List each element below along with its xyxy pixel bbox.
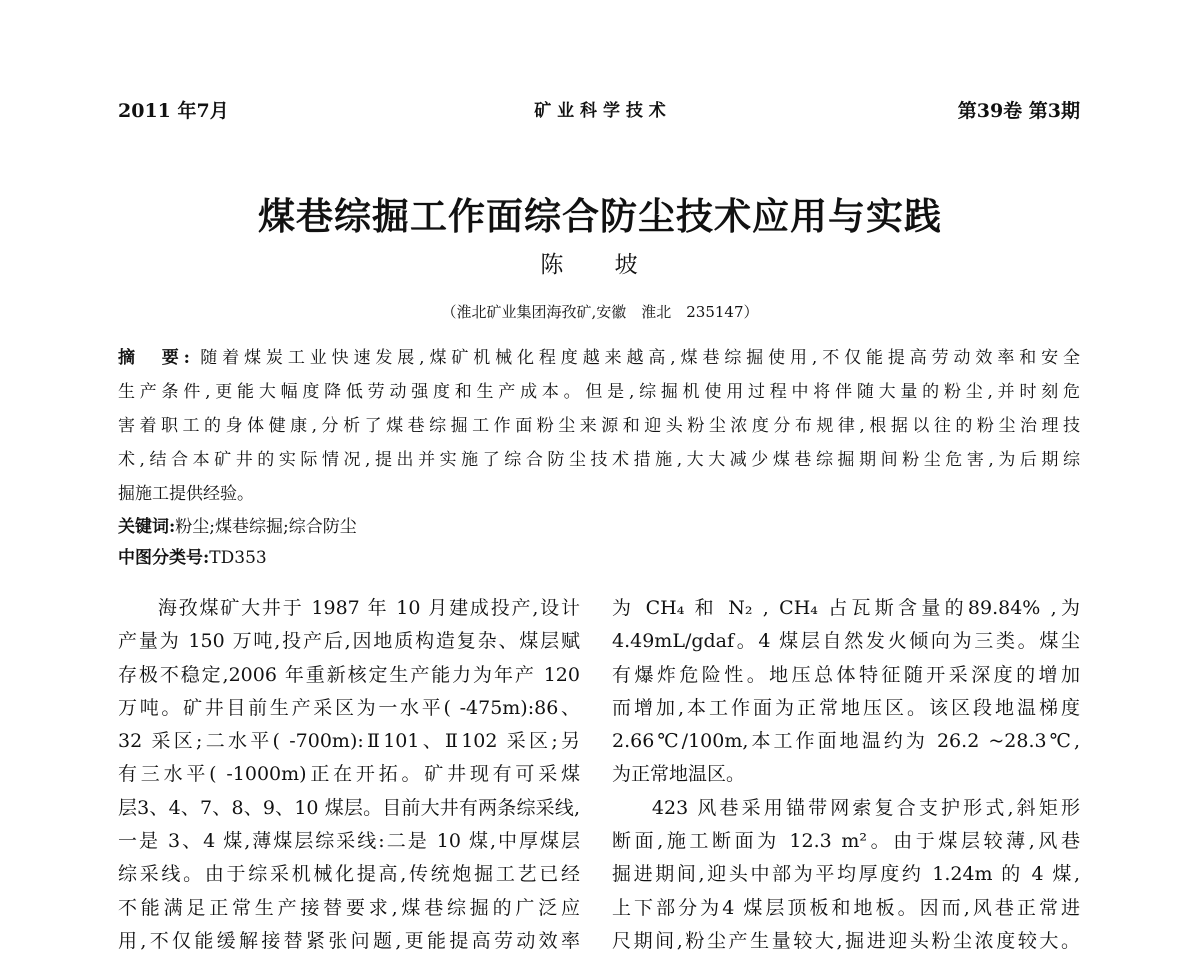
body-line: 尺期间,粉尘产生量较大,掘进迎头粉尘浓度较大。 — [612, 929, 1080, 952]
body-left-column — [118, 594, 580, 960]
classification — [118, 543, 267, 568]
body-line: 32 采区;二水平( -700m):Ⅱ101、Ⅱ102 采区;另 — [118, 730, 580, 753]
abstract — [118, 344, 1080, 514]
body-line: 用,不仅能缓解接替紧张问题,更能提高劳动效率 — [118, 929, 580, 952]
body-right-column — [612, 594, 1080, 960]
abstract-line: 掘施工提供经验。 — [118, 484, 254, 504]
body-line: 产量为 150 万吨,投产后,因地质构造复杂、煤层赋 — [118, 630, 580, 653]
body-line: 不能满足正常生产接替要求,煤巷综掘的广泛应 — [118, 896, 580, 919]
body-line: 万吨。矿井目前生产采区为一水平( -475m):86、 — [118, 696, 580, 719]
abstract-line: 随着煤炭工业快速发展,煤矿机械化程度越来越高,煤巷综掘使用,不仅能提高劳动效率和安全 — [200, 348, 1080, 368]
body-line: 存极不稳定,2006 年重新核定生产能力为年产 120 — [118, 663, 580, 686]
header-issue: 第39卷 第3期 — [957, 100, 1080, 122]
body-line: 423 风巷采用锚带网索复合支护形式,斜矩形 — [651, 796, 1080, 819]
abstract-line: 害着职工的身体健康,分析了煤巷综掘工作面粉尘来源和迎头粉尘浓度分布规律,根据以往的粉尘治理技 — [118, 416, 1080, 436]
affiliation: （淮北矿业集团海孜矿,安徽 淮北 235147） — [441, 303, 759, 321]
body-line: 掘进期间,迎头中部为平均厚度约 1.24m 的 4 煤, — [612, 863, 1080, 886]
keywords-value: 粉尘;煤巷综掘;综合防尘 — [175, 517, 357, 537]
abstract-line: 术,结合本矿井的实际情况,提出并实施了综合防尘技术措施,大大减少煤巷综掘期间粉尘危害,为后期综 — [118, 450, 1080, 470]
body-line: 有三水平( -1000m)正在开拓。矿井现有可采煤 — [118, 763, 580, 786]
classification-value: TD353 — [209, 548, 267, 568]
header-date: 2011 年7月 — [118, 100, 229, 122]
body-line: 上下部分为4 煤层顶板和地板。因而,风巷正常进 — [612, 896, 1080, 919]
classification-label: 中图分类号: — [118, 548, 210, 568]
body-line: 海孜煤矿大井于 1987 年 10 月建成投产,设计 — [157, 597, 580, 619]
keywords-label: 关键词: — [118, 517, 176, 537]
body-line: 为 CH₄ 和 N₂ , CH₄ 占瓦斯含量的89.84% ,为 — [612, 597, 1080, 619]
body-line: 2.66℃/100m,本工作面地温约为 26.2 ~28.3℃, — [612, 730, 1080, 753]
body-line: 断面,施工断面为 12.3 m²。由于煤层较薄,风巷 — [612, 830, 1080, 853]
paper-title: 煤巷综掘工作面综合防尘技术应用与实践 — [258, 194, 942, 238]
body-line: 综采线。由于综采机械化提高,传统炮掘工艺已经 — [118, 863, 580, 886]
body-line: 为正常地温区。 — [612, 763, 746, 786]
author: 陈 坡 — [540, 252, 660, 278]
body-line: 有爆炸危险性。地压总体特征随开采深度的增加 — [612, 663, 1080, 686]
body-line: 一是 3、4 煤,薄煤层综采线:二是 10 煤,中厚煤层 — [118, 830, 580, 853]
body-line: 层3、4、7、8、9、10 煤层。目前大井有两条综采线, — [118, 796, 580, 819]
abstract-label: 摘 要: — [118, 348, 190, 368]
header-journal: 矿 业 科 学 技 术 — [534, 101, 666, 121]
abstract-line: 生产条件,更能大幅度降低劳动强度和生产成本。但是,综掘机使用过程中将伴随大量的粉尘,并时刻危 — [118, 382, 1080, 402]
body-line: 而增加,本工作面为正常地压区。该区段地温梯度 — [612, 696, 1080, 719]
body-line: 4.49mL/gdaf。4 煤层自然发火倾向为三类。煤尘 — [612, 630, 1080, 653]
keywords — [118, 512, 357, 537]
